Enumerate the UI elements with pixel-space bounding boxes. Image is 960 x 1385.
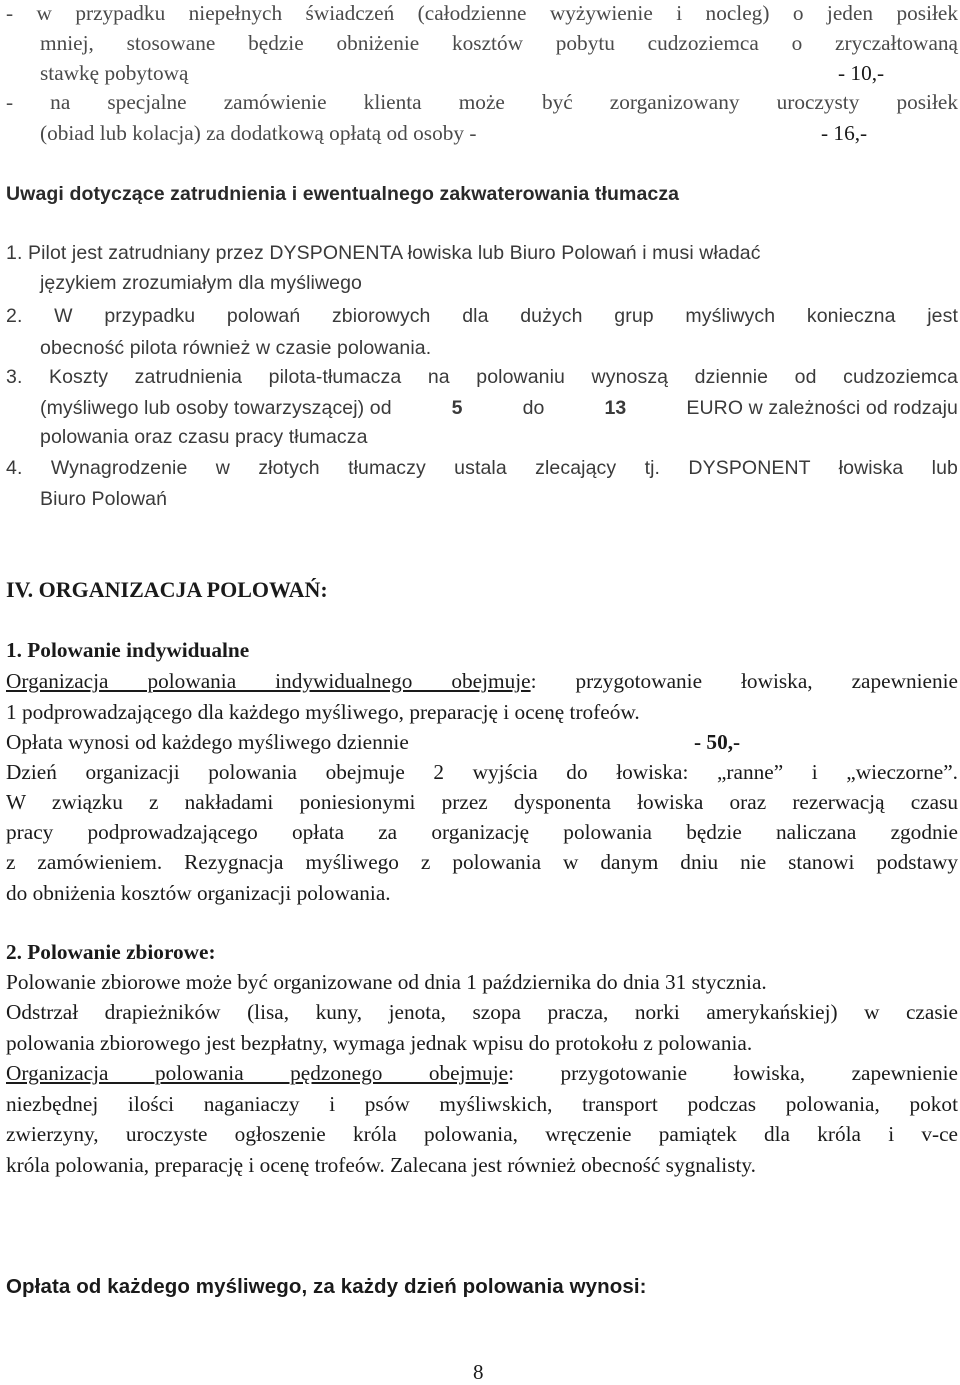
individual-fee-label: Opłata wynosi od każdego myśliwego dziennie: [6, 730, 409, 754]
interpreter-item-2-b: obecność pilota również w czasie polowania.: [40, 337, 432, 359]
rates-value-2: - 16,-: [821, 121, 868, 145]
individual-scope-text: : przygotowanie łowiska, zapewnienie: [530, 669, 958, 693]
section-title: IV. ORGANIZACJA POLOWAŃ:: [6, 577, 328, 602]
interpreter-item-3-b-prefix: (myśliwego lub osoby towarzyszącej) od: [40, 397, 392, 419]
individual-line-8: do obniżenia kosztów organizacji polowania.: [6, 881, 391, 905]
individual-line-5: W związku z nakładami poniesionymi przez dysponenta łowiska oraz rezerwacją czasu: [6, 790, 958, 814]
fee-heading: Opłata od każdego myśliwego, za każdy dzień polowania wynosi:: [6, 1275, 647, 1298]
collective-line-3: polowania zbiorowego jest bezpłatny, wymaga jednak wpisu do protokołu z polowania.: [6, 1031, 753, 1055]
rates-line-3: stawkę pobytową: [40, 61, 189, 85]
interpreter-item-3-a: 3. Koszty zatrudnienia pilota-tłumacza na polowaniu wynoszą dziennie od cudzoziemca: [6, 366, 958, 388]
individual-line-2: 1 podprowadzającego dla każdego myśliwego, preparację i ocenę trofeów.: [6, 700, 640, 724]
collective-line-1: Polowanie zbiorowe może być organizowane od dnia 1 października do dnia 31 stycznia.: [6, 970, 767, 994]
collective-heading: 2. Polowanie zbiorowe:: [6, 940, 216, 964]
interpreter-item-2-a: 2. W przypadku polowań zbiorowych dla dużych grup myśliwych konieczna jest: [6, 305, 958, 327]
interpreter-heading: Uwagi dotyczące zatrudnienia i ewentualnego zakwaterowania tłumacza: [6, 183, 680, 205]
rates-value-1: - 10,-: [838, 61, 885, 85]
page-number: 8: [473, 1360, 484, 1384]
individual-heading: 1. Polowanie indywidualne: [6, 638, 250, 662]
collective-line-4: [6, 1060, 958, 1086]
collective-line-2: Odstrzał drapieżników (lisa, kuny, jenota, szopa pracza, norki amerykańskiej) w czasie: [6, 1000, 958, 1024]
individual-line-7: z zamówieniem. Rezygnacja myśliwego z polowania w danym dniu nie stanowi podstawy: [6, 850, 958, 874]
interpreter-rate-min: 5: [451, 397, 463, 419]
interpreter-item-4-a: 4. Wynagrodzenie w złotych tłumaczy ustala zlecający tj. DYSPONENT łowiska lub: [6, 457, 958, 479]
rates-line-2: mniej, stosowane będzie obniżenie kosztów pobytu cudzoziemca o zryczałtowaną: [40, 31, 958, 55]
collective-line-6: zwierzyny, uroczyste ogłoszenie króla polowania, wręczenie pamiątek dla króla i v-ce: [6, 1122, 958, 1146]
individual-fee-value: - 50,-: [694, 730, 741, 754]
interpreter-rate-max: 13: [604, 397, 627, 419]
rates-line-4: - na specjalne zamówienie klienta może być zorganizowany uroczysty posiłek: [6, 90, 958, 114]
interpreter-item-3-c: polowania oraz czasu pracy tłumacza: [40, 426, 368, 448]
rates-line-5: (obiad lub kolacja) za dodatkową opłatą od osoby -: [40, 121, 477, 145]
rates-line-1: - w przypadku niepełnych świadczeń (całodzienne wyżywienie i nocleg) o jeden posiłek: [6, 1, 958, 25]
individual-line-1: [6, 668, 958, 694]
interpreter-item-3-b-mid: do: [522, 397, 545, 419]
interpreter-item-1-a: 1. Pilot jest zatrudniany przez DYSPONENTA łowiska lub Biuro Polowań i musi władać: [6, 242, 761, 264]
individual-line-4: Dzień organizacji polowania obejmuje 2 wyjścia do łowiska: „ranne” i „wieczorne”.: [6, 760, 958, 784]
collective-line-7: króla polowania, preparację i ocenę trofeów. Zalecana jest również obecność sygnalisty.: [6, 1153, 756, 1177]
collective-scope-label: Organizacja polowania pędzonego obejmuje: [6, 1061, 509, 1085]
interpreter-item-3-b: [40, 395, 958, 421]
individual-scope-label: Organizacja polowania indywidualnego obejmuje: [6, 669, 531, 693]
collective-scope-text: : przygotowanie łowiska, zapewnienie: [508, 1061, 958, 1085]
individual-line-6: pracy podprowadzającego opłata za organizację polowania będzie naliczana zgodnie: [6, 820, 958, 844]
interpreter-item-4-b: Biuro Polowań: [40, 488, 168, 510]
collective-line-5: niezbędnej ilości naganiaczy i psów myśliwskich, transport podczas polowania, pokot: [6, 1092, 958, 1116]
interpreter-item-3-b-suffix: EURO w zależności od rodzaju: [686, 397, 958, 419]
interpreter-item-1-b: językiem zrozumiałym dla myśliwego: [40, 272, 362, 294]
